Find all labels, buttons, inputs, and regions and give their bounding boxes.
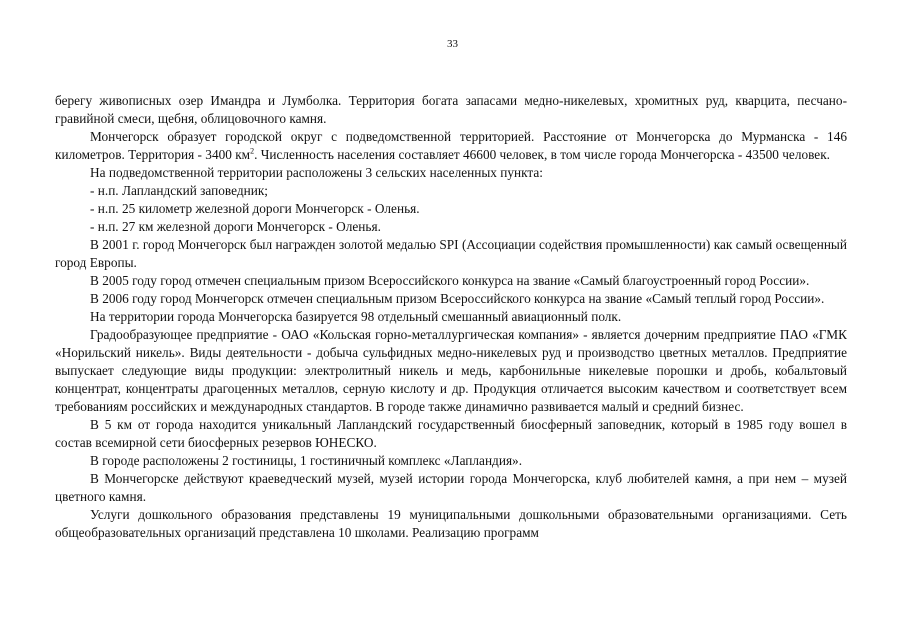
- paragraph-6: В 2006 году город Мончегорск отмечен специальным призом Всероссийского конкурса на звание «Самый теплый город России».: [90, 291, 825, 306]
- paragraph-1: берегу живописных озер Имандра и Лумболка. Территория богата запасами медно-никелевых, хромитных руд, кварцита, песчано-гравийной смеси, щебня, облицовочного камня.: [55, 93, 847, 126]
- paragraph-12: Услуги дошкольного образования представлены 19 муниципальными дошкольными образовательными организациями. Сеть общеобразовательных организаций представлена 10 школами. Реализацию программ: [55, 507, 847, 540]
- paragraph-8: Градообразующее предприятие - ОАО «Кольская горно-металлургическая компания» - является дочерним предприятие ПАО «ГМК «Норильский никель». Виды деятельности - добыча сульфидных медно-никелевых руд и производство цветных металлов. Предприятие выпускает следующие виды продукции: электролитный никель и медь, карбонильные никелевые порошки и дробь, кобальтовый концентрат, концентраты драгоценных металлов, серную кислоту и др. Продукция отличается высоким качеством и соответствует всем требованиям российских и международных стандартов. В городе также динамично развивается малый и средний бизнес.: [55, 327, 847, 414]
- paragraph-11: В Мончегорске действуют краеведческий музей, музей истории города Мончегорска, клуб любителей камня, а при нем – музей цветного камня.: [55, 471, 847, 504]
- list-item-2: - н.п. 25 километр железной дороги Мончегорск - Оленья.: [90, 201, 420, 216]
- list-item-1: - н.п. Лапландский заповедник;: [90, 183, 268, 198]
- paragraph-7: На территории города Мончегорска базируется 98 отдельный смешанный авиационный полк.: [90, 309, 622, 324]
- paragraph-2: [55, 128, 847, 164]
- document-body: [55, 92, 847, 542]
- paragraph-2-text-after: . Численность населения составляет 46600 человек, в том числе города Мончегорска - 43500 человек.: [254, 147, 830, 162]
- paragraph-3: На подведомственной территории расположены 3 сельских населенных пункта:: [90, 165, 543, 180]
- page-number: 33: [447, 38, 458, 50]
- paragraph-9: В 5 км от города находится уникальный Лапландский государственный биосферный заповедник, который в 1985 году вошел в состав всемирной сети биосферных резервов ЮНЕСКО.: [55, 417, 847, 450]
- list-item-3: - н.п. 27 км железной дороги Мончегорск - Оленья.: [90, 219, 381, 234]
- paragraph-10: В городе расположены 2 гостиницы, 1 гостиничный комплекс «Лапландия».: [90, 453, 523, 468]
- square-superscript: 2: [250, 146, 255, 156]
- paragraph-5: В 2005 году город отмечен специальным призом Всероссийского конкурса на звание «Самый благоустроенный город России».: [90, 273, 810, 288]
- paragraph-2-text: Мончегорск образует городской округ с подведомственной территорией. Расстояние от Мончегорска до Мурманска - 146 километров. Территория - 3400 км: [55, 129, 847, 162]
- paragraph-4: В 2001 г. город Мончегорск был награжден золотой медалью SPI (Ассоциации содействия промышленности) как самый освещенный город Европы.: [55, 237, 847, 270]
